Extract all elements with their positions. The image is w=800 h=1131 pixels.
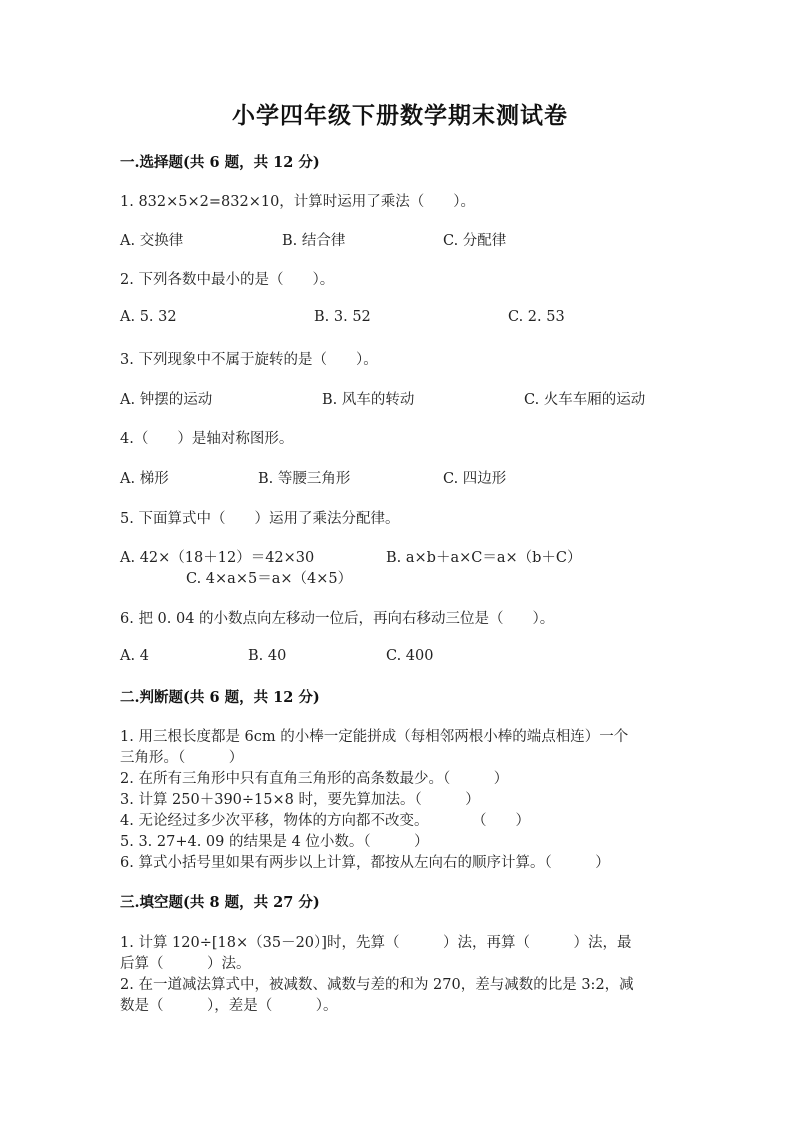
option-a: A. 钟摆的运动 bbox=[120, 392, 213, 408]
question-line: 2. 在所有三角形中只有直角三角形的高条数最少。（ ） bbox=[120, 771, 509, 787]
option-b: B. 结合律 bbox=[282, 233, 346, 249]
section-heading-choice: 一.选择题(共 6 题，共 12 分) bbox=[120, 154, 320, 171]
option-a: A. 5. 32 bbox=[120, 309, 177, 325]
question-line: 1. 计算 120÷[18×（35－20）]时，先算（ ）法，再算（ ）法，最 bbox=[120, 935, 632, 951]
option-c: C. 4×a×5＝a×（4×5） bbox=[186, 571, 353, 587]
question-line: 6. 算式小括号里如果有两步以上计算，都按从左向右的顺序计算。（ ） bbox=[120, 855, 610, 871]
option-a: A. 交换律 bbox=[120, 233, 184, 249]
question-text: 1. 832×5×2=832×10，计算时运用了乘法（ ）。 bbox=[120, 194, 476, 210]
option-b: B. 40 bbox=[248, 648, 287, 664]
question-line: 1. 用三根长度都是 6cm 的小棒一定能拼成（每相邻两根小棒的端点相连）一个 bbox=[120, 729, 629, 745]
question-text: 6. 把 0. 04 的小数点向左移动一位后，再向右移动三位是（ ）。 bbox=[120, 611, 555, 627]
question-line: 数是（ ），差是（ ）。 bbox=[120, 998, 338, 1014]
question-line: 三角形。（ ） bbox=[120, 750, 244, 766]
question-text: 2. 下列各数中最小的是（ ）。 bbox=[120, 272, 335, 288]
question-line: 3. 计算 250＋390÷15×8 时，要先算加法。（ ） bbox=[120, 792, 480, 808]
option-b: B. 等腰三角形 bbox=[258, 471, 351, 487]
option-a: A. 4 bbox=[120, 648, 149, 664]
question-text: 3. 下列现象中不属于旋转的是（ ）。 bbox=[120, 352, 378, 368]
section-heading-fill: 三.填空题(共 8 题，共 27 分) bbox=[120, 894, 320, 911]
question-line: 5. 3. 27+4. 09 的结果是 4 位小数。（ ） bbox=[120, 834, 429, 850]
option-b: B. a×b＋a×C＝a×（b＋C） bbox=[386, 550, 582, 566]
option-c: C. 四边形 bbox=[443, 471, 507, 487]
section-heading-judgement: 二.判断题(共 6 题，共 12 分) bbox=[120, 689, 320, 706]
option-c: C. 2. 53 bbox=[508, 309, 565, 325]
page-title: 小学四年级下册数学期末测试卷 bbox=[232, 102, 568, 129]
option-b: B. 3. 52 bbox=[314, 309, 371, 325]
question-text: 4.（ ）是轴对称图形。 bbox=[120, 431, 294, 447]
question-text: 5. 下面算式中（ ）运用了乘法分配律。 bbox=[120, 511, 400, 527]
option-c: C. 火车车厢的运动 bbox=[524, 392, 646, 408]
question-line: 后算（ ）法。 bbox=[120, 956, 251, 972]
option-a: A. 42×（18＋12）＝42×30 bbox=[120, 550, 315, 566]
option-a: A. 梯形 bbox=[120, 471, 169, 487]
option-b: B. 风车的转动 bbox=[322, 392, 415, 408]
question-line: 4. 无论经过多少次平移，物体的方向都不改变。 （ ） bbox=[120, 813, 530, 829]
option-c: C. 400 bbox=[386, 648, 434, 664]
option-c: C. 分配律 bbox=[443, 233, 507, 249]
question-line: 2. 在一道减法算式中，被减数、减数与差的和为 270，差与减数的比是 3:2，减 bbox=[120, 977, 634, 993]
